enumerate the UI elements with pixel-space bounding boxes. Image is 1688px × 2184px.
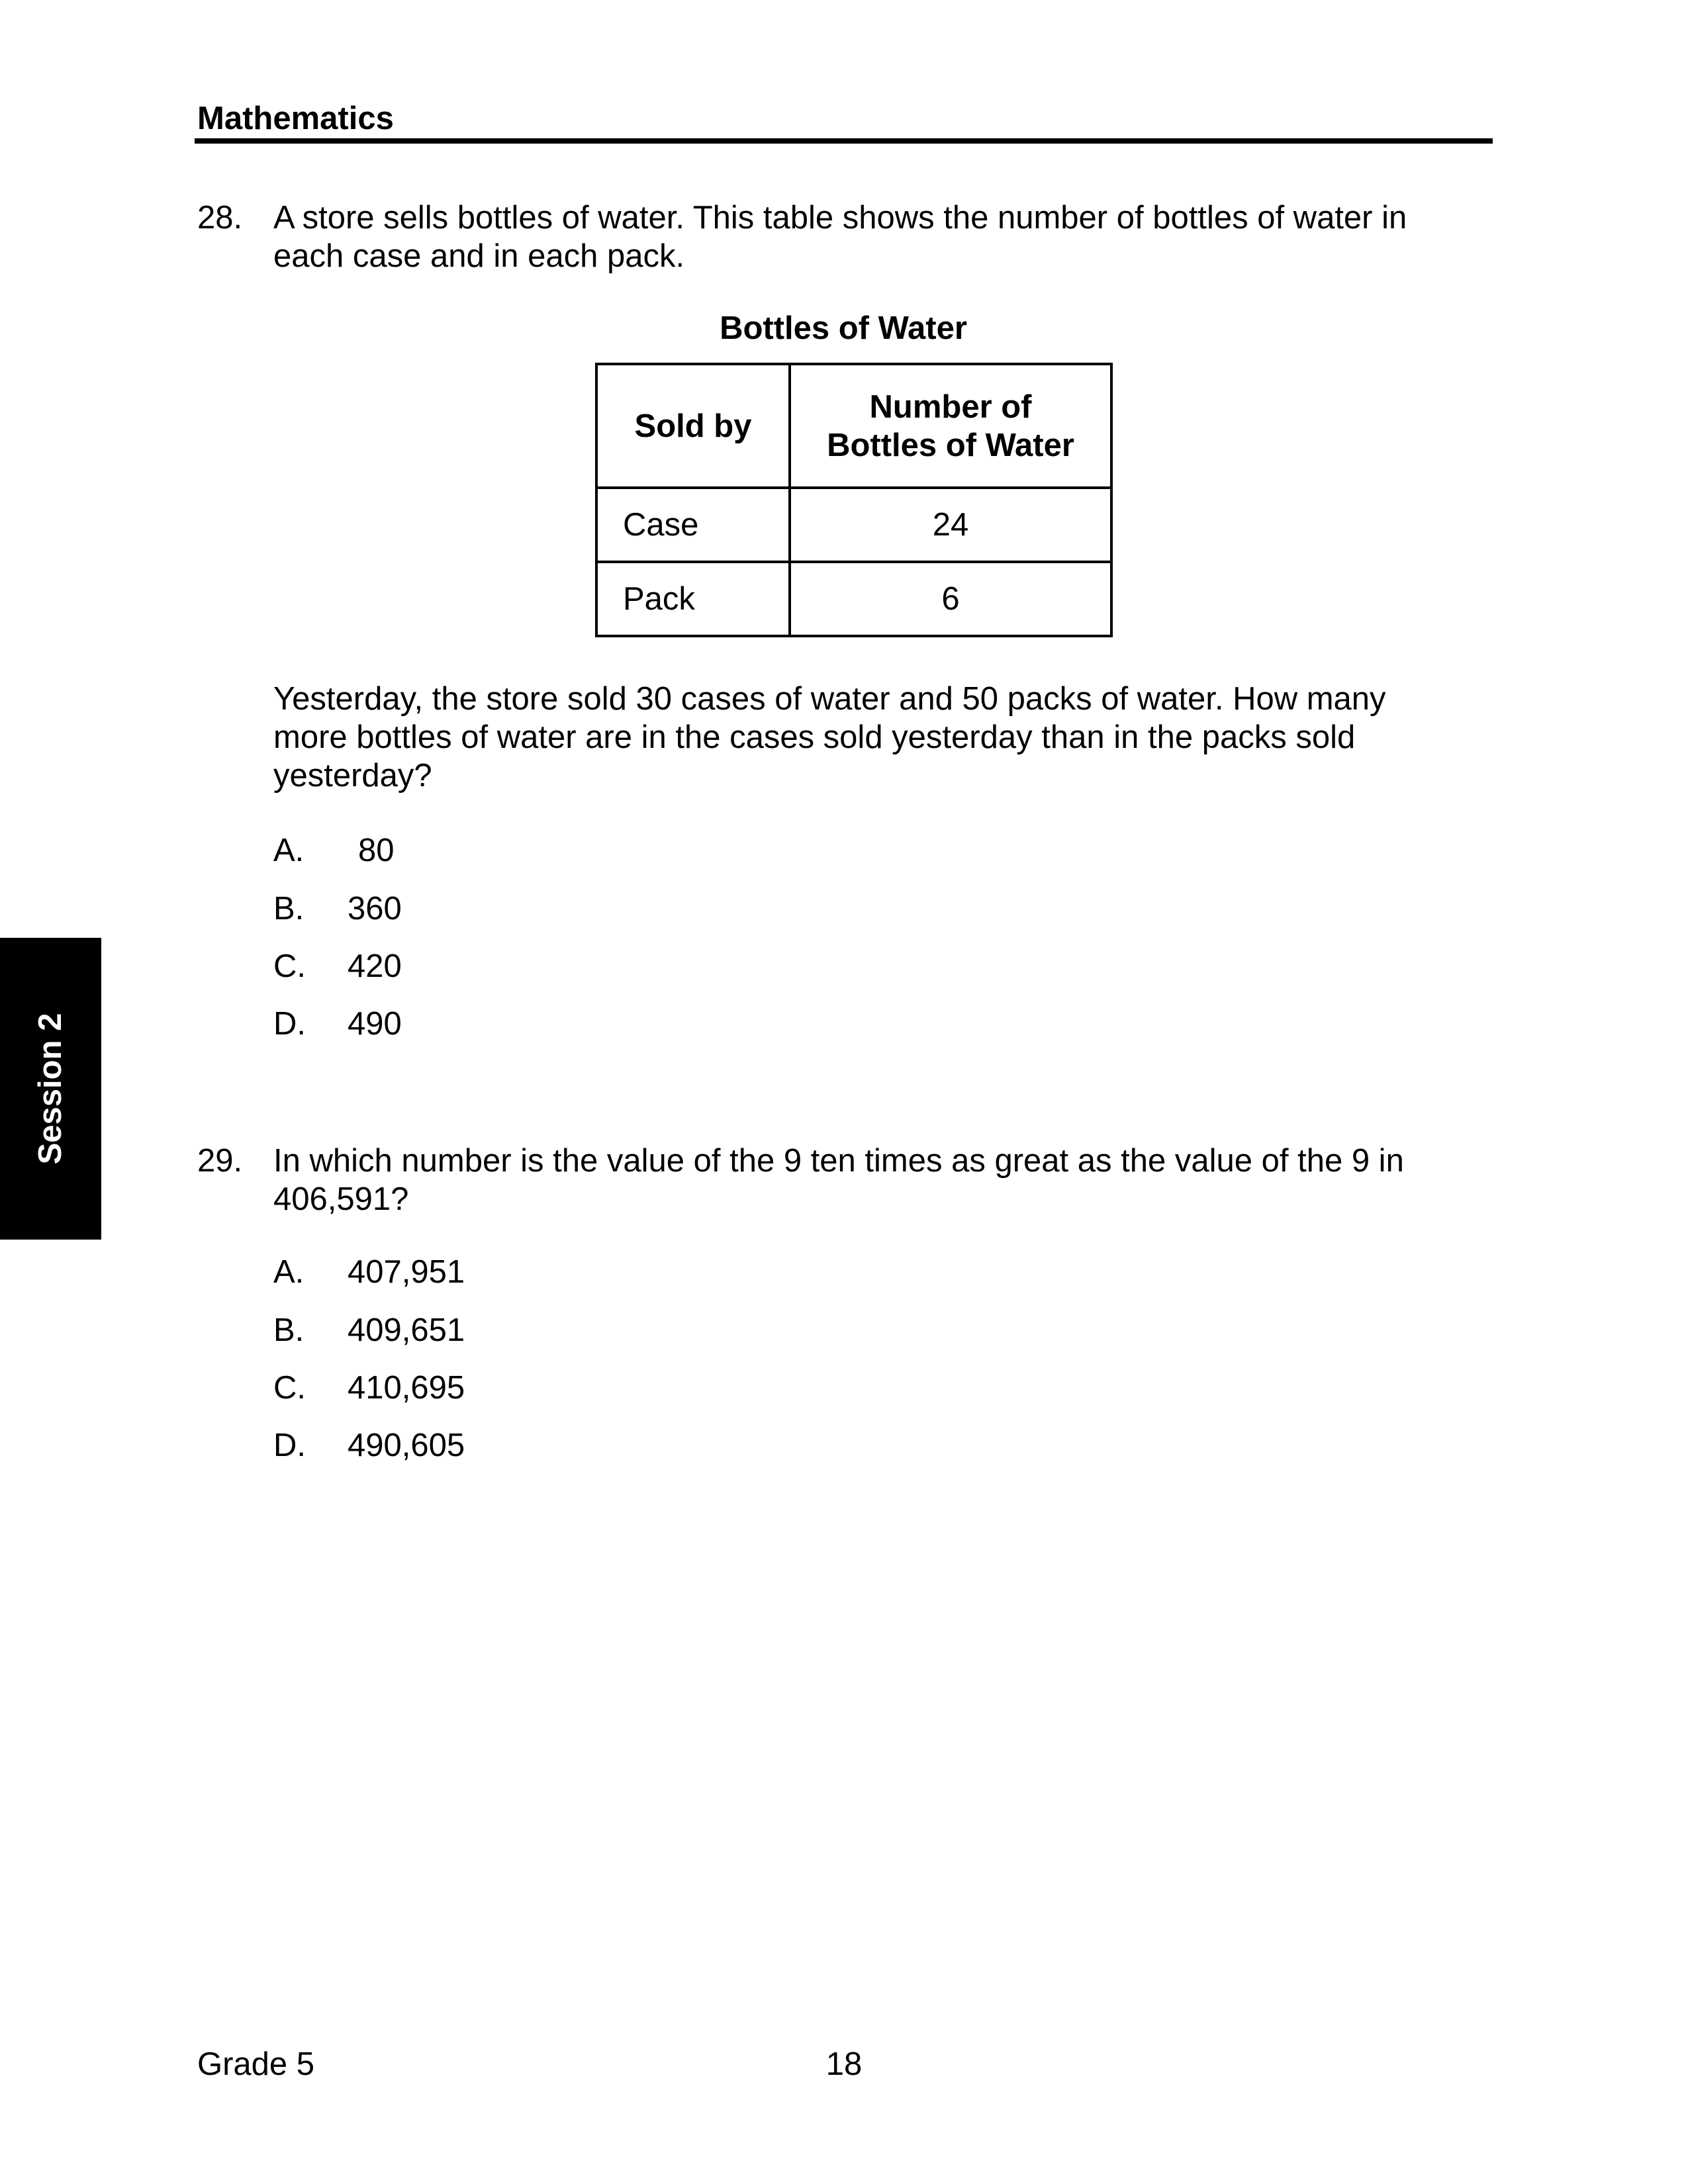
table-cell-sold-by: Case [596, 488, 790, 562]
table-header-row [596, 364, 1111, 488]
choice-value: 407,951 [348, 1254, 465, 1290]
choice-letter: D. [273, 1428, 306, 1463]
page-header-title: Mathematics [197, 101, 394, 136]
table-row [596, 562, 1111, 636]
choice-letter: A. [273, 1254, 305, 1290]
header-rule [195, 138, 1493, 144]
choice-value: 410,695 [348, 1370, 465, 1406]
table-cell-sold-by: Pack [596, 562, 790, 636]
choice-letter: B. [273, 1312, 305, 1348]
choice-letter: B. [273, 891, 305, 927]
page-number: 18 [825, 2046, 863, 2082]
choice-value: 420 [348, 948, 402, 984]
question-29-prompt: In which number is the value of the 9 ten times as great as the value of the 9 in 406,591? [273, 1143, 1404, 1217]
table-header-sold-by: Sold by [596, 364, 790, 488]
choice-value: 490 [348, 1006, 402, 1042]
question-28-number: 28. [197, 200, 243, 236]
table-cell-bottles: 6 [790, 562, 1111, 636]
table-cell-bottles: 24 [790, 488, 1111, 562]
question-28-prompt: A store sells bottles of water. This table shows the number of bottles of water in each case and in each pack. [273, 200, 1407, 274]
choice-value: 360 [348, 891, 402, 927]
choice-value: 409,651 [348, 1312, 465, 1348]
choice-letter: C. [273, 1370, 306, 1406]
question-29-number: 29. [197, 1143, 243, 1179]
question-28-question: Yesterday, the store sold 30 cases of water and 50 packs of water. How many more bottles of water are in the cases sold yesterday than in the packs sold yesterday? [273, 681, 1386, 794]
table-header-number-of-bottles [790, 364, 1111, 488]
session-tab-label: Session 2 [32, 1013, 68, 1165]
choice-value: 80 [358, 833, 395, 868]
choice-value: 490,605 [348, 1428, 465, 1463]
bottles-table [595, 363, 1113, 637]
session-tab [0, 938, 101, 1240]
footer-grade: Grade 5 [197, 2046, 315, 2082]
choice-letter: C. [273, 948, 306, 984]
choice-letter: A. [273, 833, 305, 868]
table-row [596, 488, 1111, 562]
table-header-number-of-bottles-text: Number of Bottles of Water [827, 388, 1074, 463]
choice-letter: D. [273, 1006, 306, 1042]
table-title: Bottles of Water [720, 310, 967, 346]
